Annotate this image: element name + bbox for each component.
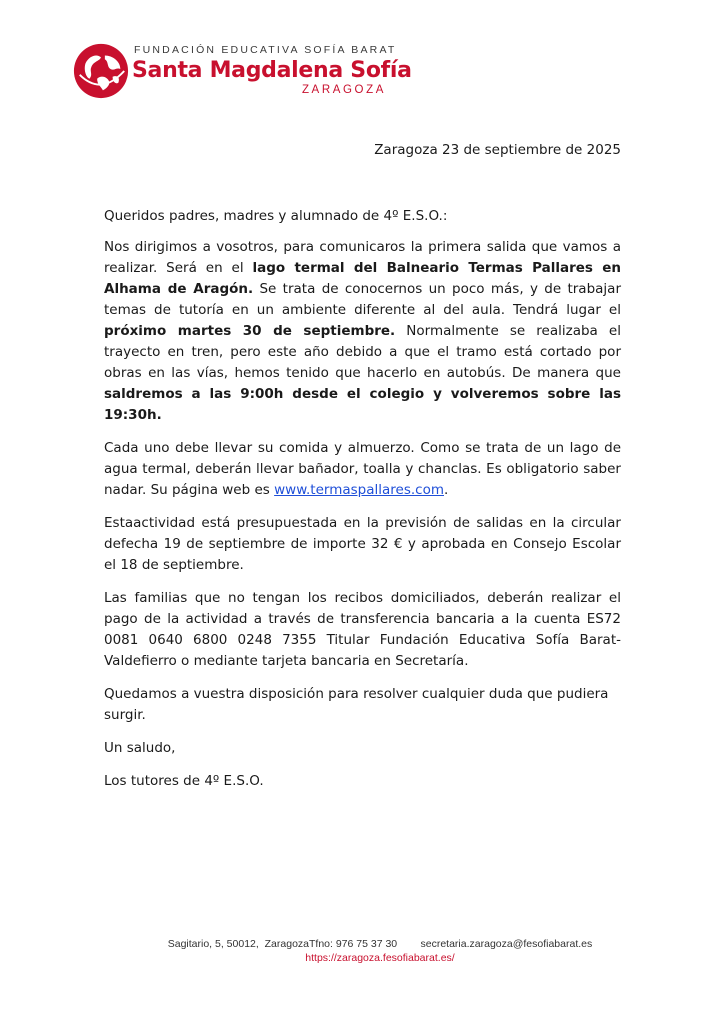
footer-website[interactable]: https://zaragoza.fesofiabarat.es/ — [305, 952, 455, 964]
paragraph-budget: Estaactividad está presupuestada en la previsión de salidas en la circular defecha 19 de septiembre de importe 32 € y aprobada en Consejo Escolar el 18 de septiembre. — [104, 515, 621, 573]
signature: Los tutores de 4º E.S.O. — [104, 773, 264, 789]
letter-date: Zaragoza 23 de septiembre de 2025 — [374, 142, 621, 158]
destination-highlight: lago termal del Balneario Termas Pallares en Alhama de Aragón. — [104, 260, 622, 297]
paragraph-trip-info: Nos dirigimos a vosotros, para comunicaros la primera salida que vamos a realizar. Será en el lago termal del Balneario Termas Pallares en Alhama de Aragón. Se trata de conocernos un poco más, y de trabajar temas de tutoría en un ambiente diferente al del aula. Tendrá lugar el próximo martes 30 de septiembre. Normalmente se realizaba el trayecto en tren, pero este año debido a que el tramo está cortado por obras en las vías, hemos tenido que hacerlo en autobús. De manera que saldremos a las 9:00h desde el colegio y volveremos sobre las 19:30h. — [104, 239, 622, 423]
date-highlight: próximo martes 30 de septiembre. — [104, 323, 396, 339]
footer-address: Sagitario, 5, 50012, ZaragozaTfno: 976 75 37 30 — [167, 938, 398, 950]
globe-emblem-icon — [72, 42, 130, 100]
greeting: Queridos padres, madres y alumnado de 4º E.S.O.: — [104, 208, 448, 224]
school-city: ZARAGOZA — [301, 84, 386, 96]
page-footer — [100, 938, 660, 964]
paragraph-payment: Las familias que no tengan los recibos domiciliados, deberán realizar el pago de la actividad a través de transferencia bancaria a la cuenta ES72 0081 0640 6800 0248 7355 Titular Fundación Educativa Sofía Barat-Valdefierro o mediante tarjeta bancaria en Secretaría. — [104, 590, 621, 669]
closing: Un saludo, — [104, 740, 176, 756]
letter-body — [104, 206, 621, 804]
paragraph-availability: Quedamos a vuestra disposición para resolver cualquier duda que pudiera surgir. — [104, 686, 609, 723]
footer-email[interactable]: secretaria.zaragoza@fesofiabarat.es — [420, 938, 593, 950]
school-logo — [72, 40, 412, 104]
paragraph-requirements: Cada uno debe llevar su comida y almuerzo. Como se trata de un lago de agua termal, deberán llevar bañador, toalla y chanclas. Es obligatorio saber nadar. Su página web es www.termaspallares.com. — [104, 440, 621, 498]
foundation-name: FUNDACIÓN EDUCATIVA SOFÍA BARAT — [134, 44, 397, 56]
schedule-highlight: saldremos a las 9:00h desde el colegio y volveremos sobre las 19:30h. — [104, 386, 621, 423]
school-name: Santa Magdalena Sofía — [132, 58, 412, 83]
website-link[interactable]: www.termaspallares.com — [274, 482, 444, 498]
